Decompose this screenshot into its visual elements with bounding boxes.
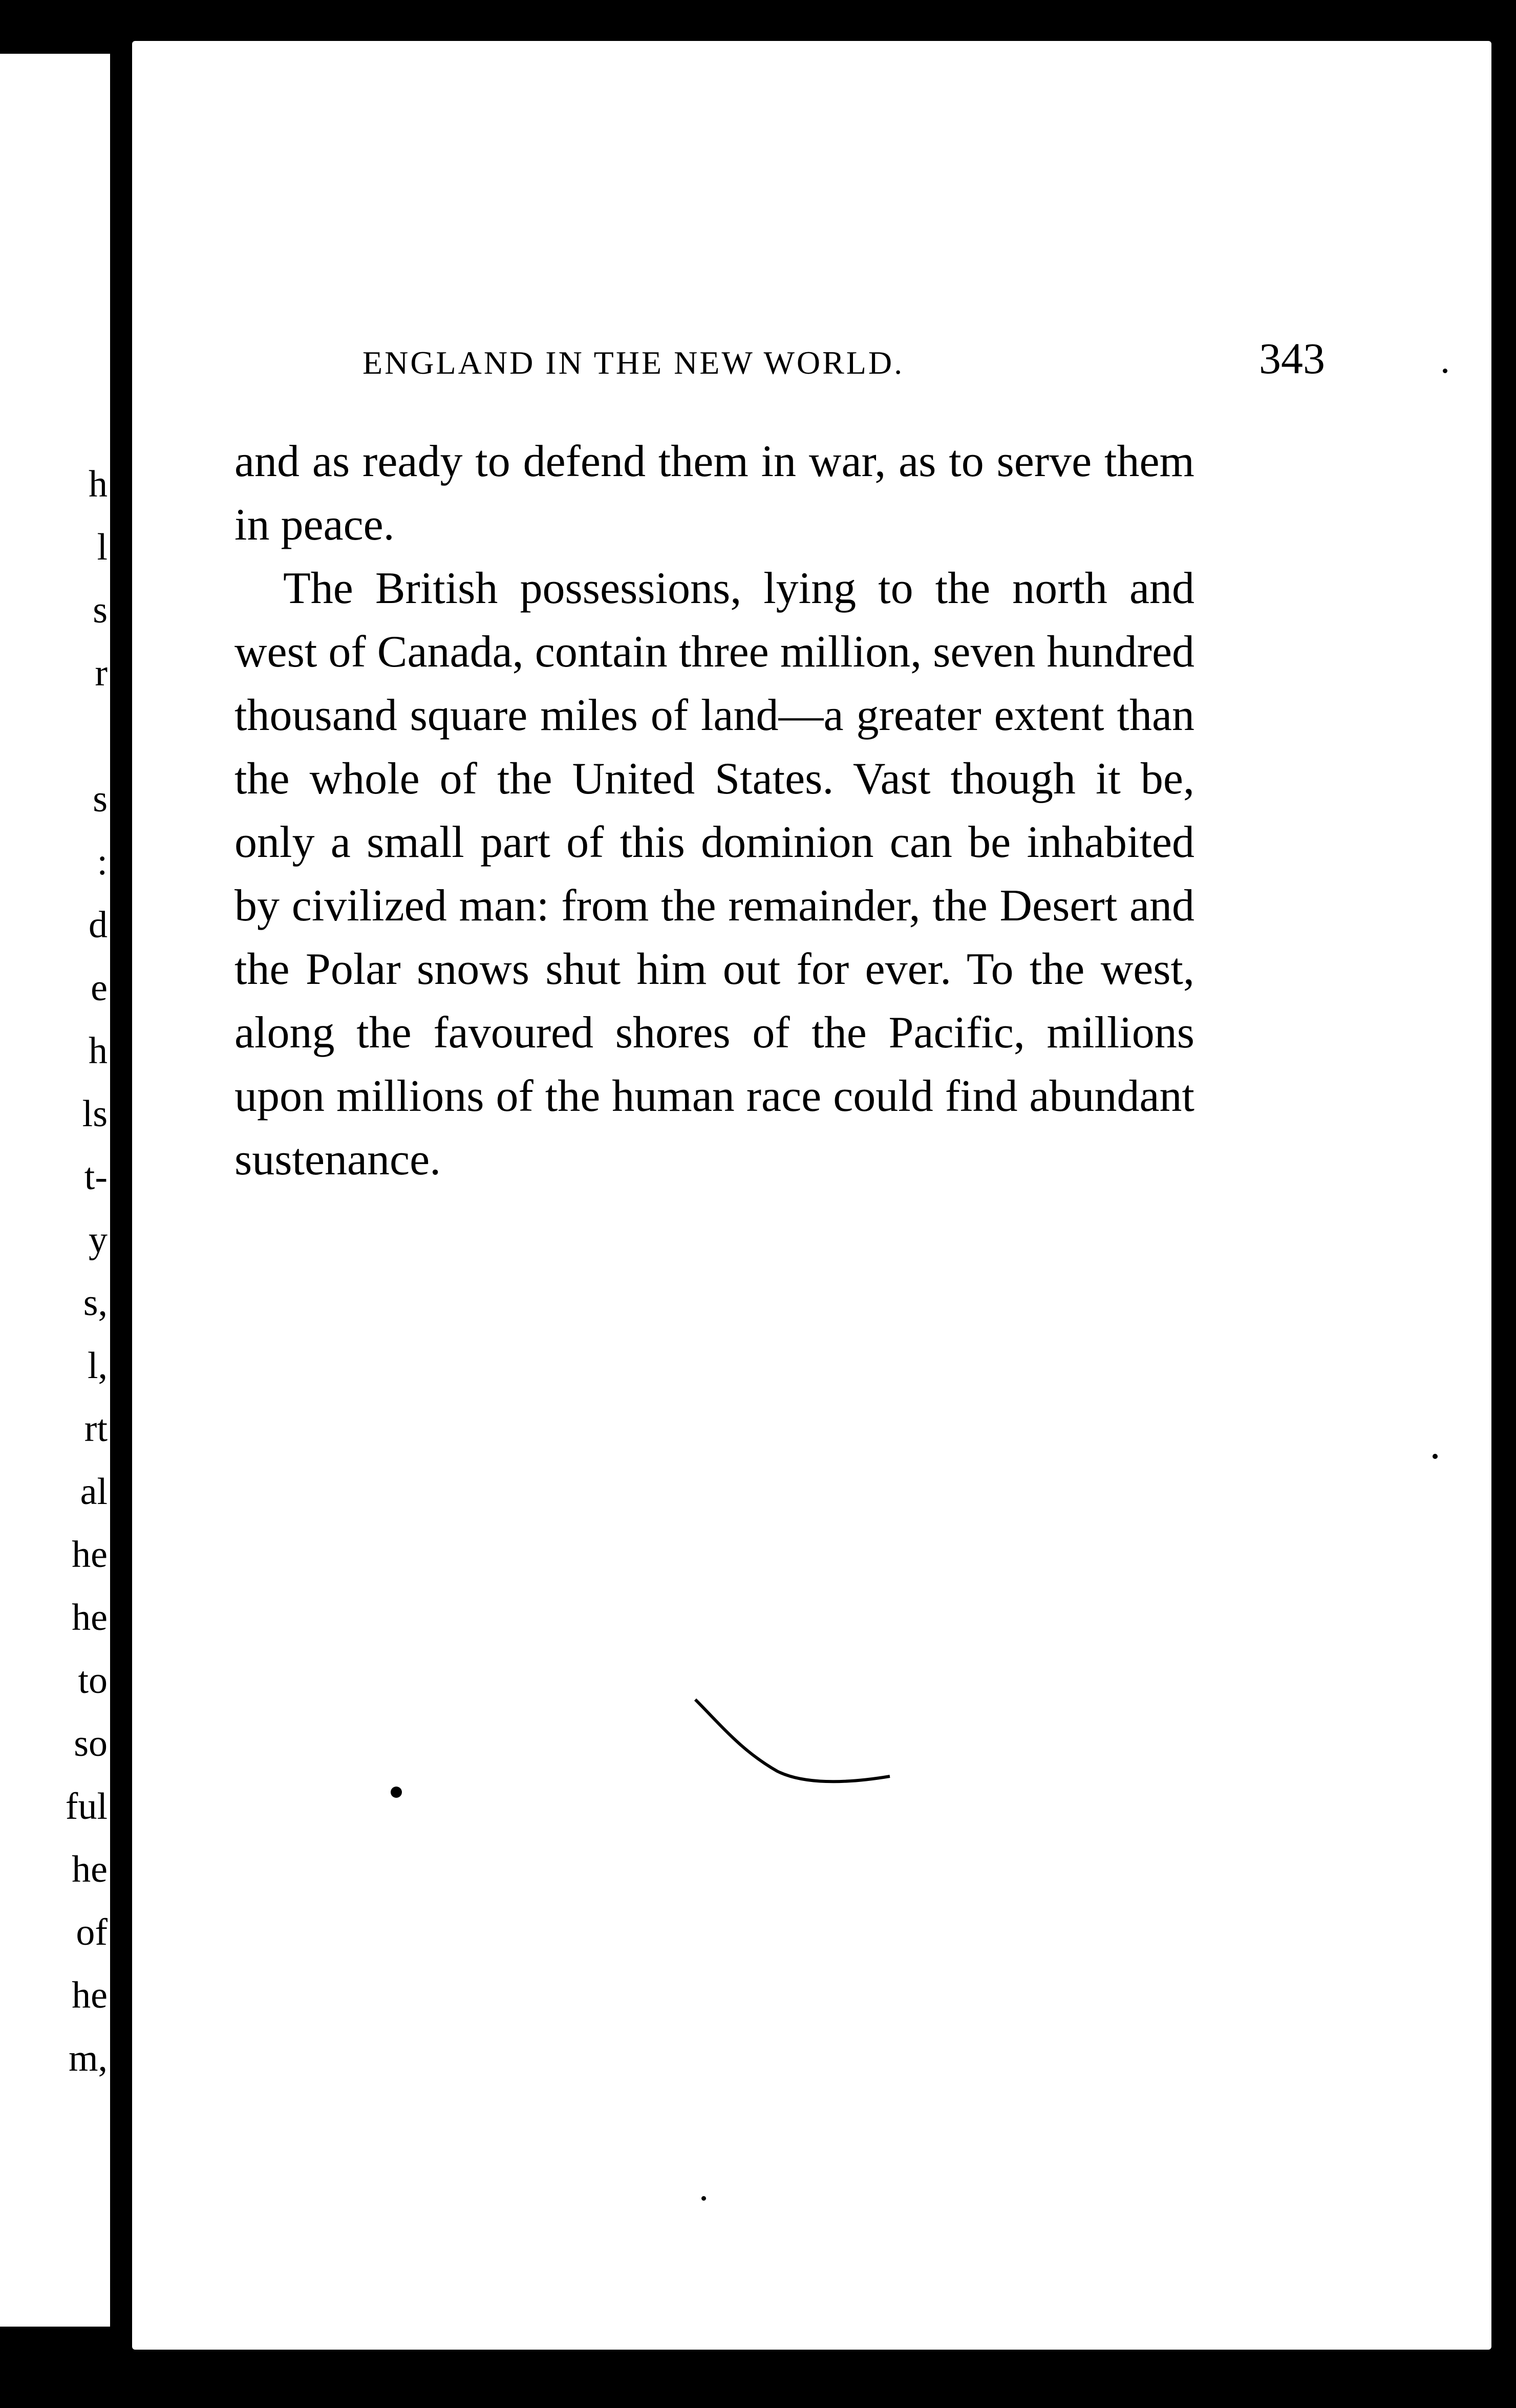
running-head	[362, 333, 1325, 389]
previous-page-fragment: r	[95, 652, 108, 694]
previous-page-fragment: l,	[87, 1345, 108, 1387]
scan-speck	[1443, 369, 1447, 373]
previous-page-fragment: e	[91, 967, 108, 1009]
previous-page-fragment: of	[76, 1911, 108, 1953]
previous-page-fragment: he	[72, 1974, 108, 2016]
previous-page-fragment: al	[80, 1471, 108, 1513]
previous-page-line-fragments	[0, 453, 108, 2090]
previous-page-fragment: t-	[84, 1156, 108, 1198]
previous-page-fragment: he	[72, 1848, 108, 1890]
scan-speck	[1433, 1454, 1438, 1459]
previous-page-fragment: :	[97, 841, 108, 883]
previous-page-fragment: y	[89, 1219, 108, 1261]
scan-scratch-mark	[690, 1694, 905, 1797]
previous-page-fragment: he	[72, 1534, 108, 1576]
page-number: 343	[1259, 334, 1325, 383]
previous-page-fragment: d	[89, 904, 108, 946]
book-page	[132, 41, 1491, 2350]
previous-page-fragment: s,	[83, 1282, 108, 1324]
scan-speck	[391, 1787, 402, 1798]
scan-speck	[701, 2196, 706, 2201]
previous-page-fragment: to	[78, 1660, 108, 1702]
previous-page-fragment: rt	[84, 1408, 108, 1450]
previous-page-fragment: m,	[68, 2037, 108, 2079]
previous-page-edge	[0, 54, 110, 2327]
body-text	[234, 430, 1194, 1192]
previous-page-fragment: he	[72, 1597, 108, 1639]
previous-page-fragment	[0, 705, 108, 768]
previous-page-fragment: so	[74, 1723, 108, 1765]
previous-page-fragment: h	[89, 463, 108, 505]
running-title: ENGLAND IN THE NEW WORLD.	[362, 345, 905, 381]
previous-page-fragment: ls	[82, 1093, 108, 1135]
previous-page-fragment: h	[89, 1030, 108, 1072]
paragraph-continuation: and as ready to defend them in war, as to serve them in peace.	[234, 437, 1194, 550]
previous-page-fragment: s	[93, 778, 108, 820]
previous-page-fragment: s	[93, 589, 108, 631]
previous-page-fragment: l	[97, 526, 108, 568]
previous-page-fragment: ful	[65, 1786, 108, 1827]
paragraph-british-possessions: The British possessions, lying to the north and west of Canada, contain three million, seven hundred thousand square miles of land—a greater extent than the whole of the United States. Vast though it be, only a small part of this dominion can be inhabited by civilized man: from the remainder, the Desert and the Polar snows shut him out for ever. To the west, along the favoured shores of the Pacific, millions upon millions of the human race could find abundant sustenance.	[234, 564, 1194, 1185]
